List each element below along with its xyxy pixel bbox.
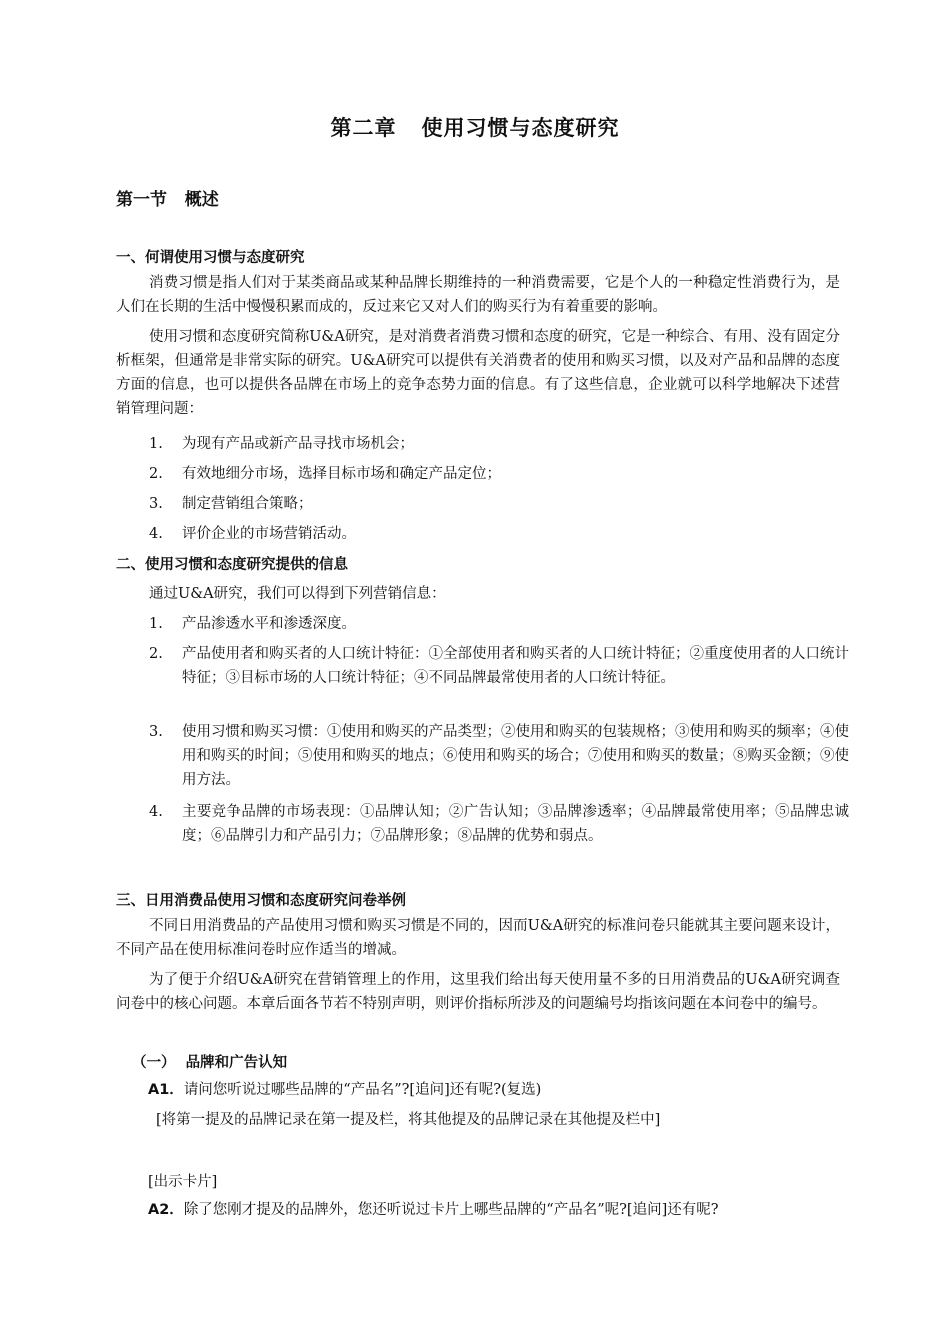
- paragraph-core-questions: 为了便于介绍U&A研究在营销管理上的作用，这里我们给出每天使用量不多的日用消费品的U&A研究调查问卷中的核心问题。本章后面各节若不特别声明，则评价指标所涉及的问题编号均指该问题在本问卷中的编号。: [116, 972, 840, 1012]
- question-id: A1．: [148, 1082, 184, 1098]
- list-item: [149, 800, 849, 848]
- list-item-number: 2.: [149, 466, 163, 482]
- heading-questionnaire-example: 三、日用消费品使用习惯和态度研究问卷举例: [116, 893, 406, 909]
- list-item-text: 制定营销组合策略；: [182, 496, 313, 512]
- list-item: [149, 462, 849, 486]
- question-text: 除了您刚才提及的品牌外，您还听说过卡片上哪些品牌的“产品名”呢?[追问]还有呢?: [183, 1202, 719, 1218]
- question-a1: [148, 1078, 541, 1102]
- list-item-text: 产品渗透水平和渗透深度。: [182, 616, 356, 632]
- list-item-text: 使用习惯和购买习惯：①使用和购买的产品类型；②使用和购买的包装规格；③使用和购买的频率；④使用和购买的时间；⑤使用和购买的地点；⑥使用和购买的场合；⑦使用和购买的数量；⑧购买金额；⑨使用方法。: [182, 724, 849, 788]
- question-text: 请问您听说过哪些品牌的“产品名”?[追问]还有呢?(复选): [183, 1082, 542, 1098]
- paragraph-ua-definition: 使用习惯和态度研究简称U&A研究，是对消费者消费习惯和态度的研究，它是一种综合、有用、没有固定分析框架，但通常是非常实际的研究。U&A研究可以提供有关消费者的使用和购买习惯，以及对产品和品牌的态度方面的信息，也可以提供各品牌在市场上的竞争态势力面的信息。有了这些信息，企业就可以科学地解决下述营销管理问题：: [116, 329, 840, 417]
- list-item-number: 2.: [149, 646, 163, 662]
- list-item-number: 3.: [149, 496, 163, 512]
- card-instruction: [出示卡片]: [148, 1174, 218, 1190]
- list-item: [149, 522, 849, 546]
- list-item-text: 主要竞争品牌的市场表现：①品牌认知；②广告认知；③品牌渗透率；④品牌最常使用率；⑤品牌忠诚度；⑥品牌引力和产品引力；⑦品牌形象；⑧品牌的优势和弱点。: [182, 804, 849, 844]
- chapter-title: 第二章 使用习惯与态度研究: [330, 116, 620, 140]
- list-item: [149, 720, 849, 792]
- list-item-text: 评价企业的市场营销活动。: [182, 526, 356, 542]
- list-item-number: 1.: [149, 616, 163, 632]
- list-item: [149, 492, 849, 516]
- list-item: [149, 612, 849, 636]
- list-item: [149, 432, 849, 456]
- paragraph-consumption-habit: 消费习惯是指人们对于某类商品或某种品牌长期维持的一种消费需要，它是个人的一种稳定性消费行为，是人们在长期的生活中慢慢积累而成的，反过来它又对人们的购买行为有着重要的影响。: [116, 275, 840, 315]
- list-item-text: 有效地细分市场，选择目标市场和确定产品定位；: [182, 466, 501, 482]
- interviewer-note: [将第一提及的品牌记录在第一提及栏，将其他提及的品牌记录在其他提及栏中]: [156, 1112, 661, 1128]
- question-a2: [148, 1198, 719, 1222]
- question-id: A2．: [148, 1202, 184, 1218]
- heading-what-is-ua: 一、何谓使用习惯与态度研究: [116, 250, 305, 266]
- list-item-number: 4.: [149, 526, 163, 542]
- subheading-brand-ad-awareness: （一） 品牌和广告认知: [132, 1055, 288, 1071]
- list-item: [149, 642, 849, 690]
- section-title: 第一节 概述: [116, 190, 219, 210]
- list-item-number: 1.: [149, 436, 163, 452]
- paragraph-questionnaire-design: 不同日用消费品的产品使用习惯和购买习惯是不同的，因而U&A研究的标准问卷只能就其主要问题来设计，不同产品在使用标准问卷时应作适当的增减。: [116, 918, 840, 958]
- heading-ua-information: 二、使用习惯和态度研究提供的信息: [116, 557, 348, 573]
- list-item-text: 产品使用者和购买者的人口统计特征：①全部使用者和购买者的人口统计特征；②重度使用者的人口统计特征；③目标市场的人口统计特征；④不同品牌最常使用者的人口统计特征。: [182, 646, 849, 686]
- list-item-number: 3.: [149, 724, 163, 740]
- list-item-text: 为现有产品或新产品寻找市场机会；: [182, 436, 414, 452]
- paragraph-ua-intro: 通过U&A研究，我们可以得到下列营销信息：: [149, 586, 446, 602]
- list-item-number: 4.: [149, 804, 163, 820]
